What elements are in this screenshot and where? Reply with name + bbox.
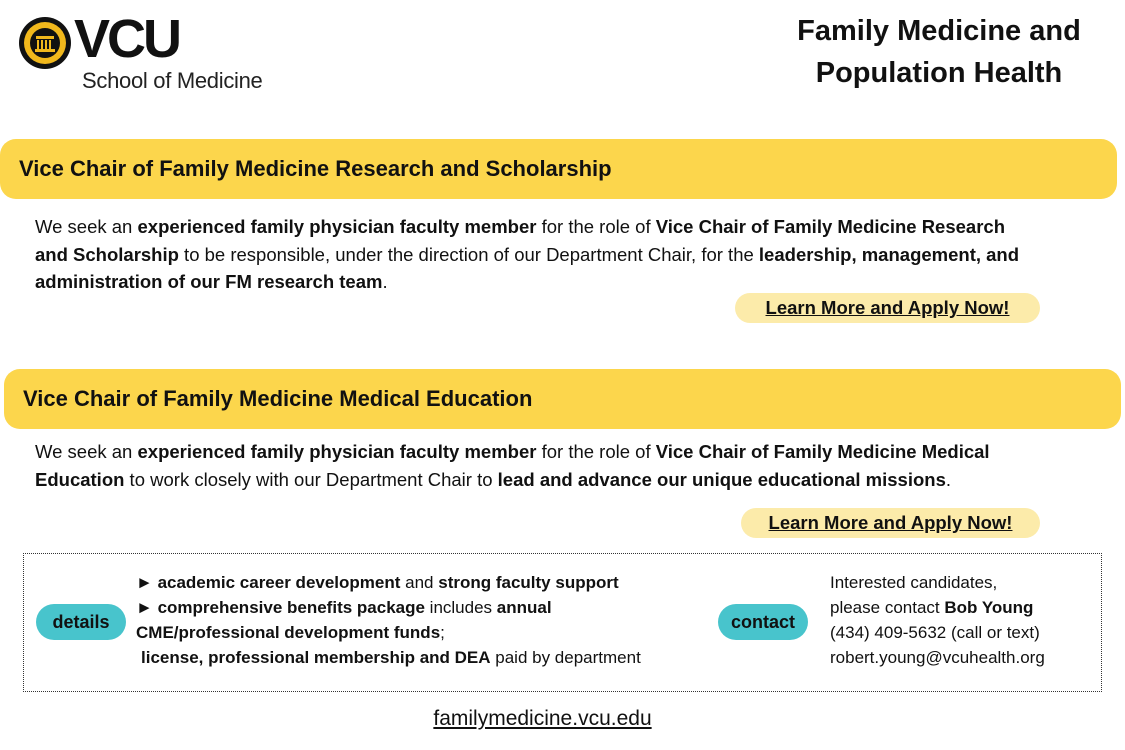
desc-text: . bbox=[945, 468, 952, 490]
benefit-emphasis: comprehensive benefits package bbox=[157, 598, 425, 617]
position-description-research bbox=[35, 213, 1035, 296]
benefit-item-continued bbox=[136, 645, 716, 670]
benefits-list bbox=[136, 570, 716, 670]
apply-button-research[interactable]: Learn More and Apply Now! bbox=[735, 293, 1040, 323]
contact-info bbox=[830, 570, 1095, 670]
position-title: Vice Chair of Family Medicine Medical Education bbox=[23, 386, 533, 411]
desc-text: We seek an bbox=[35, 441, 138, 462]
benefit-item bbox=[136, 595, 716, 620]
desc-text: . bbox=[382, 271, 388, 292]
benefit-item-continued bbox=[136, 620, 716, 645]
desc-emphasis: lead and advance our unique educational missions bbox=[497, 468, 946, 490]
position-description-education bbox=[35, 438, 1035, 493]
desc-text: to work closely with our Department Chair to bbox=[124, 468, 498, 490]
desc-emphasis: experienced family physician faculty member bbox=[137, 216, 537, 237]
benefit-emphasis: academic career development bbox=[157, 573, 401, 592]
contact-prefix: please contact bbox=[830, 598, 945, 617]
contact-name: Bob Young bbox=[944, 598, 1034, 617]
desc-text: to be responsible, under the direction of our Department Chair, for the bbox=[178, 243, 759, 265]
desc-text: for the role of bbox=[536, 441, 656, 462]
contact-phone: (434) 409-5632 (call or text) bbox=[830, 623, 1040, 642]
apply-button-education[interactable]: Learn More and Apply Now! bbox=[741, 508, 1040, 538]
position-banner-education bbox=[4, 369, 1121, 429]
contact-email: robert.young@vcuhealth.org bbox=[830, 648, 1045, 667]
university-seal-icon bbox=[18, 16, 72, 70]
bullet-arrow-icon: ► bbox=[136, 573, 158, 592]
desc-emphasis: Vice Chair of Family Medicine Medical Education bbox=[35, 441, 990, 490]
contact-label: contact bbox=[718, 604, 808, 640]
benefit-emphasis: annual bbox=[496, 598, 552, 617]
benefit-text: and bbox=[400, 573, 439, 592]
vcu-logo bbox=[18, 9, 278, 94]
benefit-text: paid by department bbox=[490, 648, 641, 667]
benefit-text: ; bbox=[440, 623, 445, 642]
benefit-emphasis: CME/professional development funds bbox=[136, 623, 441, 642]
logo-wordmark: VCU bbox=[74, 9, 180, 69]
benefit-emphasis: license, professional membership and DEA bbox=[141, 648, 491, 667]
benefit-emphasis: strong faculty support bbox=[438, 573, 619, 592]
department-title-line2: Population Health bbox=[815, 57, 1063, 89]
benefit-item bbox=[136, 570, 716, 595]
position-title: Vice Chair of Family Medicine Research and Scholarship bbox=[19, 156, 612, 181]
department-title-line1: Family Medicine and bbox=[797, 15, 1081, 47]
desc-emphasis: Vice Chair of Family Medicine Research and Scholarship bbox=[35, 216, 1005, 265]
position-banner-research bbox=[0, 139, 1117, 199]
desc-text: for the role of bbox=[536, 216, 656, 237]
website-link[interactable]: familymedicine.vcu.edu bbox=[433, 707, 652, 730]
contact-name-line bbox=[830, 595, 1095, 620]
desc-text: We seek an bbox=[35, 216, 138, 237]
department-title bbox=[779, 10, 1099, 94]
details-box bbox=[23, 553, 1102, 692]
logo-subtitle: School of Medicine bbox=[82, 68, 263, 93]
contact-intro: Interested candidates, bbox=[830, 573, 998, 592]
bullet-arrow-icon: ► bbox=[136, 598, 158, 617]
benefit-text: includes bbox=[424, 598, 497, 617]
desc-emphasis: experienced family physician faculty member bbox=[137, 441, 537, 462]
desc-emphasis: leadership, management, and administration of our FM research team bbox=[35, 243, 1020, 292]
details-label: details bbox=[36, 604, 126, 640]
